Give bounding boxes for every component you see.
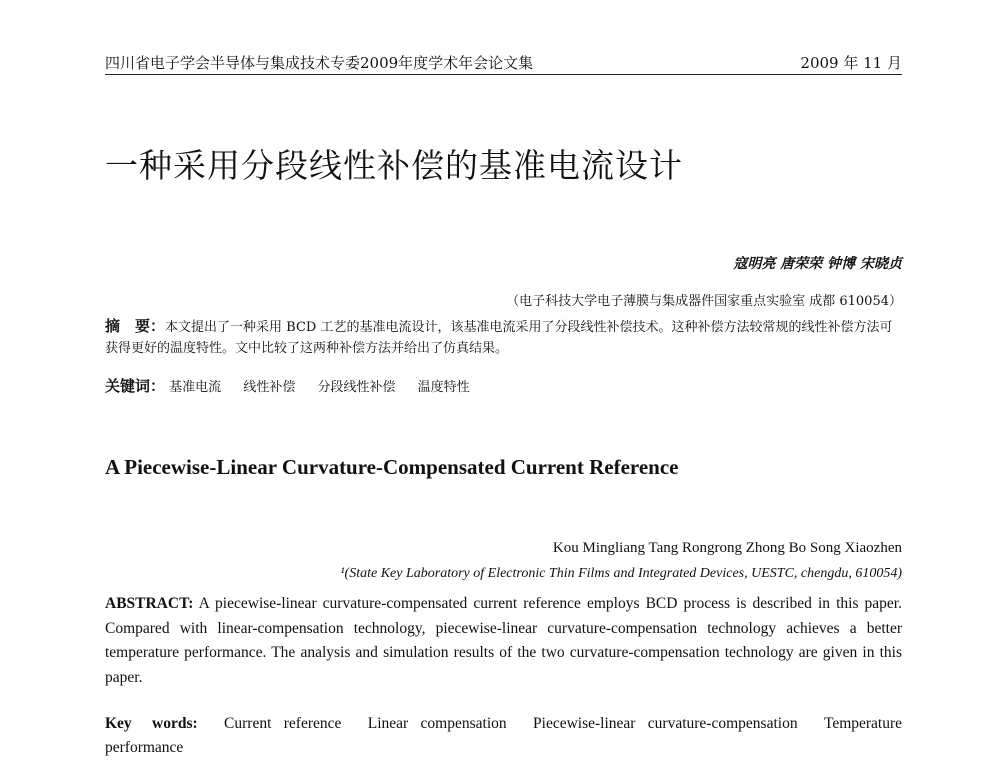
english-keyword: Temperature performance [105, 715, 903, 756]
english-title: A Piecewise-Linear Curvature-Compensated Current Reference [105, 455, 679, 479]
chinese-abstract-text: 本文提出了一种采用 BCD 工艺的基准电流设计，该基准电流采用了分段线性补偿技术。这种补偿方法较常规的线性补偿方法可获得更好的温度特性。文中比较了这两种补偿方法并给出了仿真结果。 [105, 320, 893, 356]
english-keywords [105, 712, 902, 760]
chinese-keyword: 温度特性 [417, 380, 470, 395]
chinese-authors: 寇明亮 唐荣荣 钟博 宋晓贞 [733, 256, 902, 272]
english-keyword: Linear compensation [367, 715, 507, 732]
chinese-keyword: 分段线性补偿 [317, 380, 396, 395]
english-keyword: Piecewise-linear curvature-compensation [533, 715, 798, 732]
running-header [105, 52, 902, 75]
chinese-keywords [105, 375, 488, 396]
english-keywords-label: Key words: [105, 715, 198, 732]
english-affiliation: ¹(State Key Laboratory of Electronic Thin Films and Integrated Devices, UESTC, chengdu, 610054) [340, 566, 902, 581]
chinese-keyword: 基准电流 [169, 380, 222, 395]
chinese-abstract-label: 摘 要： [105, 317, 166, 335]
chinese-title: 一种采用分段线性补偿的基准电流设计 [105, 146, 683, 185]
chinese-affiliation: （电子科技大学电子薄膜与集成器件国家重点实验室 成都 610054） [506, 294, 902, 309]
english-keyword: Current reference [224, 715, 342, 732]
english-abstract-text: A piecewise-linear curvature-compensated current reference employs BCD process is described in this paper. Compared with linear-compensation technology, piecewise-linear curvature-compensation technology achieves a better temperature performance. The analysis and simulation results of the two curvature-compensation technology are given in this paper. [105, 595, 902, 686]
header-proceedings-title: 四川省电子学会半导体与集成技术专委2009年度学术年会论文集 [105, 54, 534, 72]
english-abstract-label: ABSTRACT: [105, 595, 194, 612]
header-date: 2009 年 11 月 [800, 54, 902, 72]
chinese-abstract [105, 316, 902, 359]
english-authors: Kou Mingliang Tang Rongrong Zhong Bo Song Xiaozhen [552, 540, 902, 556]
chinese-keywords-label: 关键词： [105, 377, 166, 395]
english-abstract [105, 592, 902, 690]
chinese-keyword: 线性补偿 [243, 380, 296, 395]
